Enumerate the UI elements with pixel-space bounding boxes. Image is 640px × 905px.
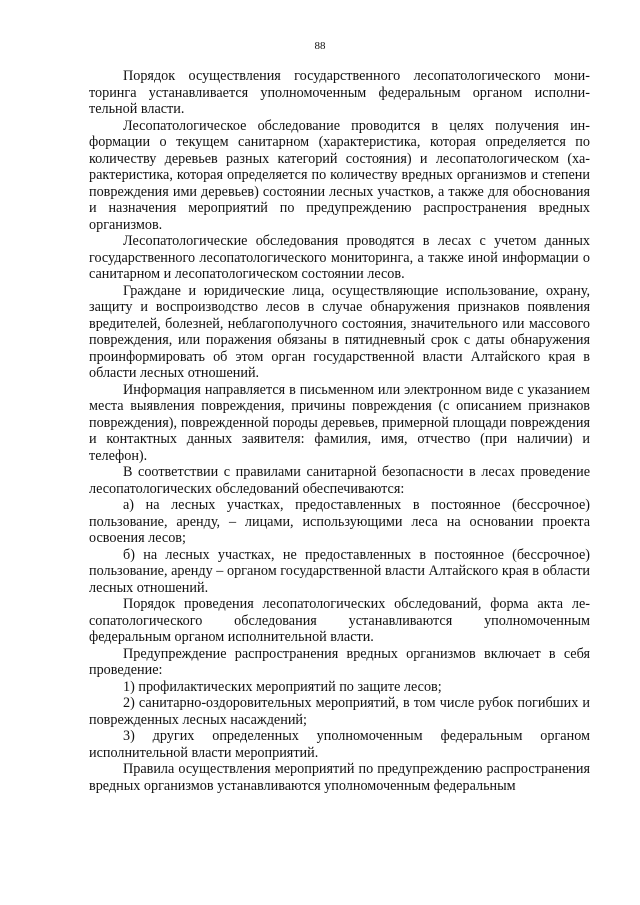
paragraph: Порядок осуществления государственного лесопатологического мониторинга устанавливается уполномоченным федеральным органом исполнительной власти.: [89, 68, 590, 117]
paragraph: Информация направляется в письменном или электронном виде с указанием места выявления повреждения, причины повреждения (с описанием признаков повреждения), поврежденной породы деревьев, примерной площади повреждения и контактных данных заявителя: фамилия, имя, отчество (при наличии) и телефон).: [89, 381, 590, 464]
paragraph: Предупреждение распространения вредных организмов включает в себя проведение:: [89, 645, 590, 678]
document-body: [89, 68, 590, 794]
paragraph: Граждане и юридические лица, осуществляющие использование, охрану, защиту и воспроизводство лесов в случае обнаружения признаков появления вредителей, болезней, неблагополучного состояния, значительного или массового повреждения, или поражения обязаны в пятидневный срок с даты обнаружения проинформировать об этом орган государственной власти Алтайского края в области лесных отношений.: [89, 282, 590, 381]
paragraph: Лесопатологическое обследование проводится в целях получения информации о текущем санитарном (характеристика, которая определяется по количеству деревьев разных категорий состояния) и лесопатологическом (характеристика, которая определяется по количеству вредных организмов и степени повреждения ими деревьев) состоянии лесных участков, а также для обоснования и назначения мероприятий по предупреждению распространения вредных организмов.: [89, 117, 590, 233]
page-number: 88: [314, 40, 326, 52]
list-item-3: 3) других определенных уполномоченным федеральным органом исполнительной власти мероприятий.: [89, 728, 590, 761]
list-item-1: 1) профилактических мероприятий по защите лесов;: [123, 678, 442, 695]
paragraph: Правила осуществления мероприятий по предупреждению распространения вредных организмов устанавливаются уполномоченным федеральным: [89, 761, 590, 794]
paragraph: Порядок проведения лесопатологических обследований, форма акта лесопатологического обследования устанавливаются уполномоченным федеральным органом исполнительной власти.: [89, 596, 590, 645]
list-item-2: 2) санитарно-оздоровительных мероприятий, в том числе рубок погибших и поврежденных лесных насаждений;: [89, 695, 590, 728]
list-item-b: б) на лесных участках, не предоставленных в постоянное (бессрочное) пользование, аренду – органом государственной власти Алтайского края в области лесных отношений.: [89, 546, 590, 596]
paragraph: Лесопатологические обследования проводятся в лесах с учетом данных государственного лесопатологического мониторинга, а также иной информации о санитарном и лесопатологическом состоянии лесов.: [89, 233, 590, 282]
paragraph: В соответствии с правилами санитарной безопасности в лесах проведение лесопатологических обследований обеспечиваются:: [89, 464, 590, 497]
list-item-a: а) на лесных участках, предоставленных в постоянное (бессрочное) пользование, аренду, – лицами, использующими леса на основании проекта освоения лесов;: [89, 497, 590, 546]
